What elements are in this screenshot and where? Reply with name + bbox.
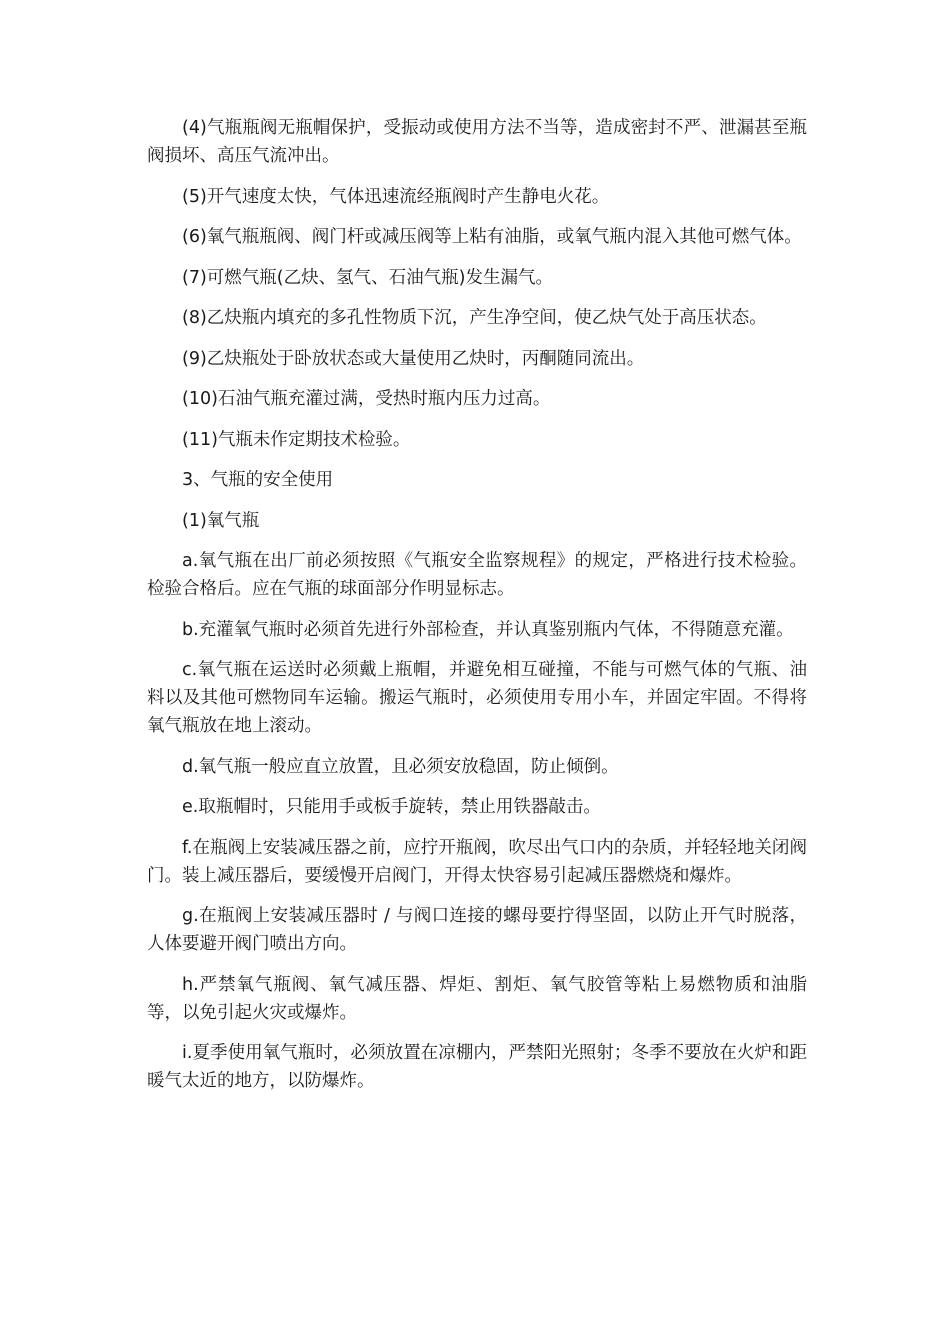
- paragraph-item-f: f.在瓶阀上安装减压器之前，应拧开瓶阀，吹尽出气口内的杂质，并轻轻地关闭阀门。装上减压器后，要缓慢开启阀门，开得太快容易引起减压器燃烧和爆炸。: [147, 837, 807, 886]
- paragraph-item-d: d.氧气瓶一般应直立放置，且必须安放稳固，防止倾倒。: [182, 756, 619, 777]
- document-body: [147, 114, 807, 1108]
- paragraph-item-9: (9)乙炔瓶处于卧放状态或大量使用乙炔时，丙酮随同流出。: [182, 348, 645, 369]
- section-heading: 3、气瓶的安全使用: [182, 470, 334, 490]
- paragraph-item-5: (5)开气速度太快，气体迅速流经瓶阀时产生静电火花。: [182, 186, 610, 207]
- paragraph-item-10: (10)石油气瓶充灌过满，受热时瓶内压力过高。: [182, 389, 551, 409]
- paragraph-item-a: a.氧气瓶在出厂前必须按照《气瓶安全监察规程》的规定，严格进行技术检验。检验合格后。应在气瓶的球面部分作明显标志。: [147, 551, 807, 599]
- paragraph-item-7: (7)可燃气瓶(乙炔、氢气、石油气瓶)发生漏气。: [182, 267, 553, 288]
- paragraph-item-h: h.严禁氧气瓶阀、氧气减压器、焊炬、割炬、氧气胶管等粘上易燃物质和油脂等，以免引起火灾或爆炸。: [147, 974, 807, 1023]
- paragraph-item-11: (11)气瓶未作定期技术检验。: [182, 429, 411, 450]
- paragraph-item-g: g.在瓶阀上安装减压器时 / 与阀口连接的螺母要拧得坚固，以防止开气时脱落，人体要避开阀门喷出方向。: [147, 906, 807, 954]
- paragraph-item-6: (6)氧气瓶瓶阀、阀门杆或减压阀等上粘有油脂，或氧气瓶内混入其他可燃气体。: [182, 227, 802, 247]
- paragraph-item-c: c.氧气瓶在运送时必须戴上瓶帽，并避免相互碰撞，不能与可燃气体的气瓶、油料以及其他可燃物同车运输。搬运气瓶时，必须使用专用小车，并固定牢固。不得将氧气瓶放在地上滚动。: [147, 660, 807, 736]
- subsection-heading: (1)氧气瓶: [182, 510, 260, 531]
- paragraph-item-e: e.取瓶帽时，只能用手或板手旋转，禁止用铁器敲击。: [182, 797, 601, 817]
- paragraph-item-8: (8)乙炔瓶内填充的多孔性物质下沉，产生净空间，使乙炔气处于高压状态。: [182, 308, 767, 328]
- paragraph-item-i: i.夏季使用氧气瓶时，必须放置在凉棚内，严禁阳光照射；冬季不要放在火炉和距暖气太近的地方，以防爆炸。: [147, 1043, 807, 1091]
- paragraph-item-4: (4)气瓶瓶阀无瓶帽保护，受振动或使用方法不当等，造成密封不严、泄漏甚至瓶阀损坏、高压气流冲出。: [147, 118, 807, 166]
- paragraph-item-b: b.充灌氧气瓶时必须首先进行外部检查，并认真鉴别瓶内气体，不得随意充灌。: [182, 619, 794, 640]
